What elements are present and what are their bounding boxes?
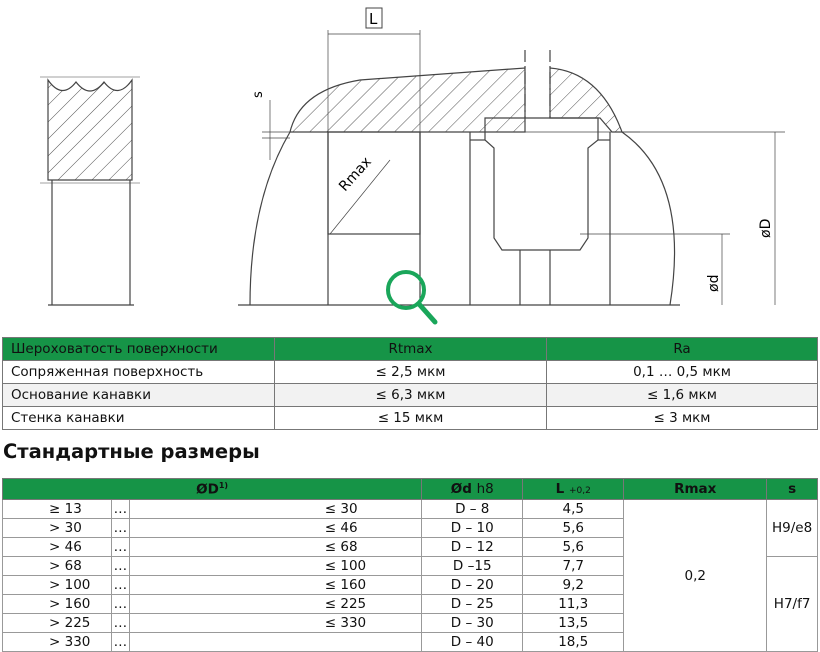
roughness-cell: Сопряженная поверхность — [3, 361, 275, 384]
size-cell-L: 4,5 — [523, 500, 624, 519]
size-cell-sep: … — [111, 519, 129, 538]
roughness-header-surface: Шероховатость поверхности — [3, 338, 275, 361]
size-cell-to: ≤ 225 — [129, 595, 421, 614]
size-cell-from: ≥ 13 — [3, 500, 112, 519]
size-cell-to: ≤ 100 — [129, 557, 421, 576]
size-cell-to: ≤ 46 — [129, 519, 421, 538]
size-cell-to — [129, 633, 421, 652]
roughness-cell: 0,1 … 0,5 мкм — [547, 361, 818, 384]
size-cell-from: > 100 — [3, 576, 112, 595]
header-s: s — [767, 479, 818, 500]
header-diameter-D — [3, 479, 422, 500]
magnifier-zoom-icon[interactable] — [380, 266, 442, 328]
roughness-header-row — [3, 338, 818, 361]
size-cell-L: 18,5 — [523, 633, 624, 652]
table-row — [3, 361, 818, 384]
size-cell-to: ≤ 30 — [129, 500, 421, 519]
standard-sizes-title: Стандартные размеры — [3, 440, 260, 463]
header-diameter-d — [422, 479, 523, 500]
size-cell-sep: … — [111, 614, 129, 633]
size-cell-sep: … — [111, 538, 129, 557]
roughness-cell: Стенка канавки — [3, 407, 275, 430]
rmax-value: 0,2 — [624, 500, 767, 652]
size-cell-sep: … — [111, 595, 129, 614]
size-cell-L: 11,3 — [523, 595, 624, 614]
roughness-cell: ≤ 1,6 мкм — [547, 384, 818, 407]
fit-value-large: H7/f7 — [767, 557, 818, 652]
dim-oD-label: øD — [758, 218, 774, 238]
size-cell-from: > 160 — [3, 595, 112, 614]
size-cell-L: 5,6 — [523, 519, 624, 538]
fit-value-small: H9/e8 — [767, 500, 818, 557]
size-cell-sep: … — [111, 500, 129, 519]
roughness-cell: Основание канавки — [3, 384, 275, 407]
size-cell-from: > 30 — [3, 519, 112, 538]
roughness-cell: ≤ 15 мкм — [275, 407, 547, 430]
size-cell-sep: … — [111, 576, 129, 595]
size-cell-L: 9,2 — [523, 576, 624, 595]
table-row — [3, 384, 818, 407]
dim-od-label: ød — [706, 274, 722, 292]
roughness-cell: ≤ 3 мкм — [547, 407, 818, 430]
size-cell-from: > 225 — [3, 614, 112, 633]
size-cell-d: D – 20 — [422, 576, 523, 595]
size-cell-d: D –15 — [422, 557, 523, 576]
header-d-text: Ød — [450, 481, 472, 497]
roughness-header-rtmax: Rtmax — [275, 338, 547, 361]
size-cell-d: D – 8 — [422, 500, 523, 519]
size-cell-from: > 330 — [3, 633, 112, 652]
header-rmax: Rmax — [624, 479, 767, 500]
size-cell-sep: … — [111, 633, 129, 652]
size-cell-d: D – 30 — [422, 614, 523, 633]
size-cell-to: ≤ 160 — [129, 576, 421, 595]
size-cell-L: 13,5 — [523, 614, 624, 633]
size-cell-d: D – 12 — [422, 538, 523, 557]
header-D-footnote: 1) — [218, 480, 229, 490]
header-L — [523, 479, 624, 500]
size-cell-d: D – 10 — [422, 519, 523, 538]
dim-s-label: s — [251, 91, 266, 98]
housing-section — [290, 68, 525, 132]
housing-section-right — [550, 68, 622, 132]
size-cell-from: > 68 — [3, 557, 112, 576]
size-cell-L: 7,7 — [523, 557, 624, 576]
size-cell-to: ≤ 68 — [129, 538, 421, 557]
roughness-header-ra: Ra — [547, 338, 818, 361]
header-L-tolerance: +0,2 — [568, 486, 591, 496]
seal-profile — [48, 80, 132, 180]
roughness-table — [2, 337, 818, 430]
header-L-text: L — [555, 481, 565, 497]
size-cell-L: 5,6 — [523, 538, 624, 557]
size-cell-from: > 46 — [3, 538, 112, 557]
table-row — [3, 500, 818, 519]
dim-L-label: L — [369, 10, 378, 28]
sizes-header-row — [3, 479, 818, 500]
standard-sizes-table — [2, 478, 818, 652]
roughness-cell: ≤ 2,5 мкм — [275, 361, 547, 384]
roughness-cell: ≤ 6,3 мкм — [275, 384, 547, 407]
size-cell-d: D – 25 — [422, 595, 523, 614]
size-cell-to: ≤ 330 — [129, 614, 421, 633]
size-cell-sep: … — [111, 557, 129, 576]
size-cell-d: D – 40 — [422, 633, 523, 652]
table-row — [3, 407, 818, 430]
dim-rmax-label: Rmax — [336, 154, 375, 195]
header-D-text: ØD — [196, 481, 219, 498]
header-d-tolerance: h8 — [476, 481, 494, 497]
